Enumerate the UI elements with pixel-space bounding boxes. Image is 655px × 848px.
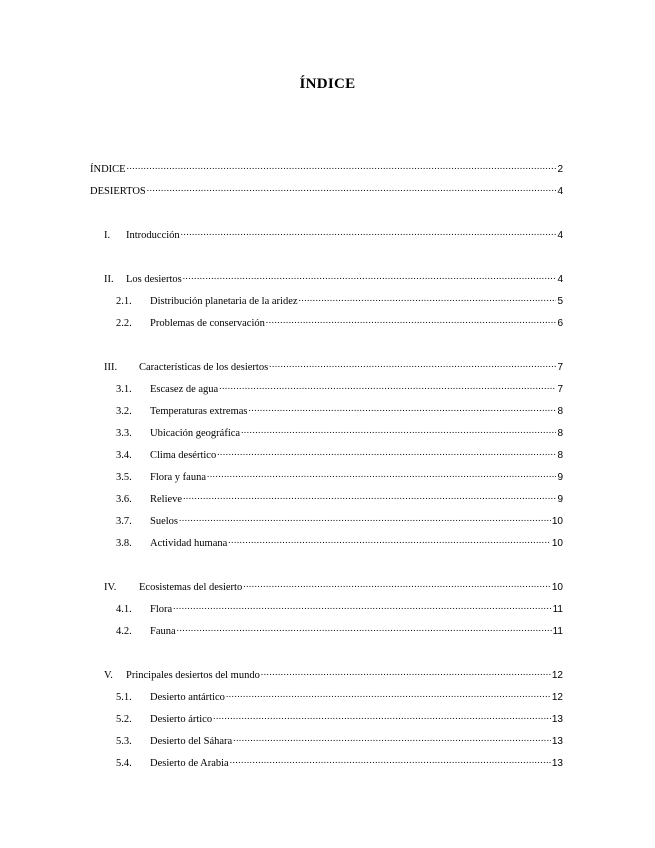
toc-dot-leader	[183, 490, 556, 502]
toc-entry-number: 5.4.	[116, 758, 132, 769]
toc-entry[interactable]	[116, 424, 563, 440]
toc-dot-leader	[299, 292, 557, 304]
toc-entry-label: Distribución planetaria de la aridez	[150, 296, 298, 307]
toc-entry-label: Escasez de agua	[150, 384, 219, 395]
toc-entry-number: V.	[104, 670, 113, 681]
toc-dot-leader	[127, 160, 557, 172]
toc-entry-label: DESIERTOS	[90, 186, 146, 197]
toc-dot-leader	[147, 182, 557, 194]
toc-dot-leader	[230, 754, 551, 766]
toc-entry-page-number: 8	[557, 406, 563, 417]
toc-entry-label: ÍNDICE	[90, 164, 126, 175]
toc-entry[interactable]	[116, 380, 563, 396]
toc-dot-leader	[266, 314, 557, 326]
toc-entry-number: 5.2.	[116, 714, 132, 725]
toc-entry-page-number: 4	[557, 186, 563, 197]
toc-entry-page-number: 11	[552, 604, 563, 615]
toc-entry[interactable]	[90, 160, 563, 176]
toc-entry[interactable]	[116, 754, 563, 770]
toc-entry-page-number: 7	[557, 362, 563, 373]
toc-dot-leader	[179, 512, 551, 524]
toc-entry-number: III.	[104, 362, 118, 373]
toc-entry-label: Clima desértico	[150, 450, 217, 461]
toc-entry-label: Flora y fauna	[150, 472, 206, 483]
toc-entry-label: Desierto antártico	[150, 692, 225, 703]
toc-entry-label: Características de los desiertos	[139, 362, 269, 373]
toc-entry[interactable]	[116, 534, 563, 550]
toc-entry-page-number: 4	[557, 274, 563, 285]
toc-entry-label: Temperaturas extremas	[150, 406, 248, 417]
toc-entry[interactable]	[116, 314, 563, 330]
toc-dot-leader	[177, 622, 552, 634]
toc-entry[interactable]	[116, 732, 563, 748]
toc-dot-leader	[243, 578, 551, 590]
toc-entry-page-number: 7	[557, 384, 563, 395]
page-title: ÍNDICE	[299, 76, 356, 92]
toc-entry-number: 3.6.	[116, 494, 132, 505]
toc-entry[interactable]	[104, 578, 563, 594]
toc-entry-page-number: 8	[557, 428, 563, 439]
toc-entry-label: Suelos	[150, 516, 179, 527]
toc-entry[interactable]	[116, 512, 563, 528]
toc-entry-number: 5.1.	[116, 692, 132, 703]
toc-dot-leader	[173, 600, 551, 612]
toc-entry-label: Fauna	[150, 626, 176, 637]
toc-entry-page-number: 10	[551, 582, 563, 593]
toc-entry[interactable]	[116, 688, 563, 704]
toc-entry-page-number: 6	[557, 318, 563, 329]
toc-entry-label: Actividad humana	[150, 538, 228, 549]
toc-entry-label: Flora	[150, 604, 173, 615]
toc-dot-leader	[183, 270, 557, 282]
toc-entry-number: 2.2.	[116, 318, 132, 329]
toc-entry-number: 3.2.	[116, 406, 132, 417]
toc-entry-page-number: 11	[552, 626, 563, 637]
toc-entry-label: Desierto del Sáhara	[150, 736, 233, 747]
toc-dot-leader	[219, 380, 556, 392]
toc-entry-page-number: 13	[551, 758, 563, 769]
toc-entry[interactable]	[116, 446, 563, 462]
toc-entry-label: Relieve	[150, 494, 183, 505]
toc-dot-leader	[228, 534, 551, 546]
toc-entry-page-number: 13	[551, 714, 563, 725]
toc-entry-page-number: 13	[551, 736, 563, 747]
toc-entry-number: I.	[104, 230, 111, 241]
toc-entry-number: 2.1.	[116, 296, 132, 307]
toc-entry-number: 3.8.	[116, 538, 132, 549]
toc-entry[interactable]	[104, 226, 563, 242]
toc-entry-label: Ecosistemas del desierto	[139, 582, 243, 593]
toc-entry-label: Principales desiertos del mundo	[126, 670, 260, 681]
toc-entry[interactable]	[104, 666, 563, 682]
toc-entry[interactable]	[104, 270, 563, 286]
toc-dot-leader	[207, 468, 556, 480]
toc-dot-leader	[249, 402, 557, 414]
toc-entry[interactable]	[90, 182, 563, 198]
toc-entry[interactable]	[116, 710, 563, 726]
toc-entry[interactable]	[116, 468, 563, 484]
toc-entry-number: IV.	[104, 582, 117, 593]
toc-entry-number: 3.4.	[116, 450, 132, 461]
toc-entry-label: Introducción	[126, 230, 180, 241]
toc-entry-page-number: 12	[551, 670, 563, 681]
toc-entry-page-number: 9	[557, 494, 563, 505]
toc-entry[interactable]	[116, 600, 563, 616]
toc-entry-number: 4.2.	[116, 626, 132, 637]
toc-entry-label: Problemas de conservación	[150, 318, 265, 329]
toc-dot-leader	[181, 226, 557, 238]
toc-entry-label: Desierto de Arabia	[150, 758, 229, 769]
toc-entry-number: 4.1.	[116, 604, 132, 615]
toc-entry-page-number: 12	[551, 692, 563, 703]
toc-entry-number: 3.5.	[116, 472, 132, 483]
toc-entry-page-number: 9	[557, 472, 563, 483]
toc-entry-number: 3.1.	[116, 384, 132, 395]
toc-entry[interactable]	[116, 490, 563, 506]
toc-entry-page-number: 8	[557, 450, 563, 461]
toc-entry-number: 5.3.	[116, 736, 132, 747]
toc-entry[interactable]	[116, 292, 563, 308]
toc-entry-label: Los desiertos	[126, 274, 182, 285]
toc-entry-page-number: 10	[551, 538, 563, 549]
toc-dot-leader	[269, 358, 556, 370]
toc-dot-leader	[233, 732, 551, 744]
toc-dot-leader	[217, 446, 556, 458]
toc-entry[interactable]	[116, 402, 563, 418]
toc-entry-page-number: 5	[557, 296, 563, 307]
toc-entry[interactable]	[116, 622, 563, 638]
toc-dot-leader	[241, 424, 556, 436]
toc-entry-number: 3.7.	[116, 516, 132, 527]
toc-entry-number: II.	[104, 274, 114, 285]
toc-dot-leader	[261, 666, 551, 678]
toc-entry-page-number: 2	[557, 164, 563, 175]
toc-entry[interactable]	[104, 358, 563, 374]
toc-entry-label: Desierto ártico	[150, 714, 213, 725]
toc-entry-page-number: 4	[557, 230, 563, 241]
toc-dot-leader	[213, 710, 551, 722]
toc-entry-label: Ubicación geográfica	[150, 428, 241, 439]
toc-entry-number: 3.3.	[116, 428, 132, 439]
toc-dot-leader	[226, 688, 551, 700]
toc-entry-page-number: 10	[551, 516, 563, 527]
